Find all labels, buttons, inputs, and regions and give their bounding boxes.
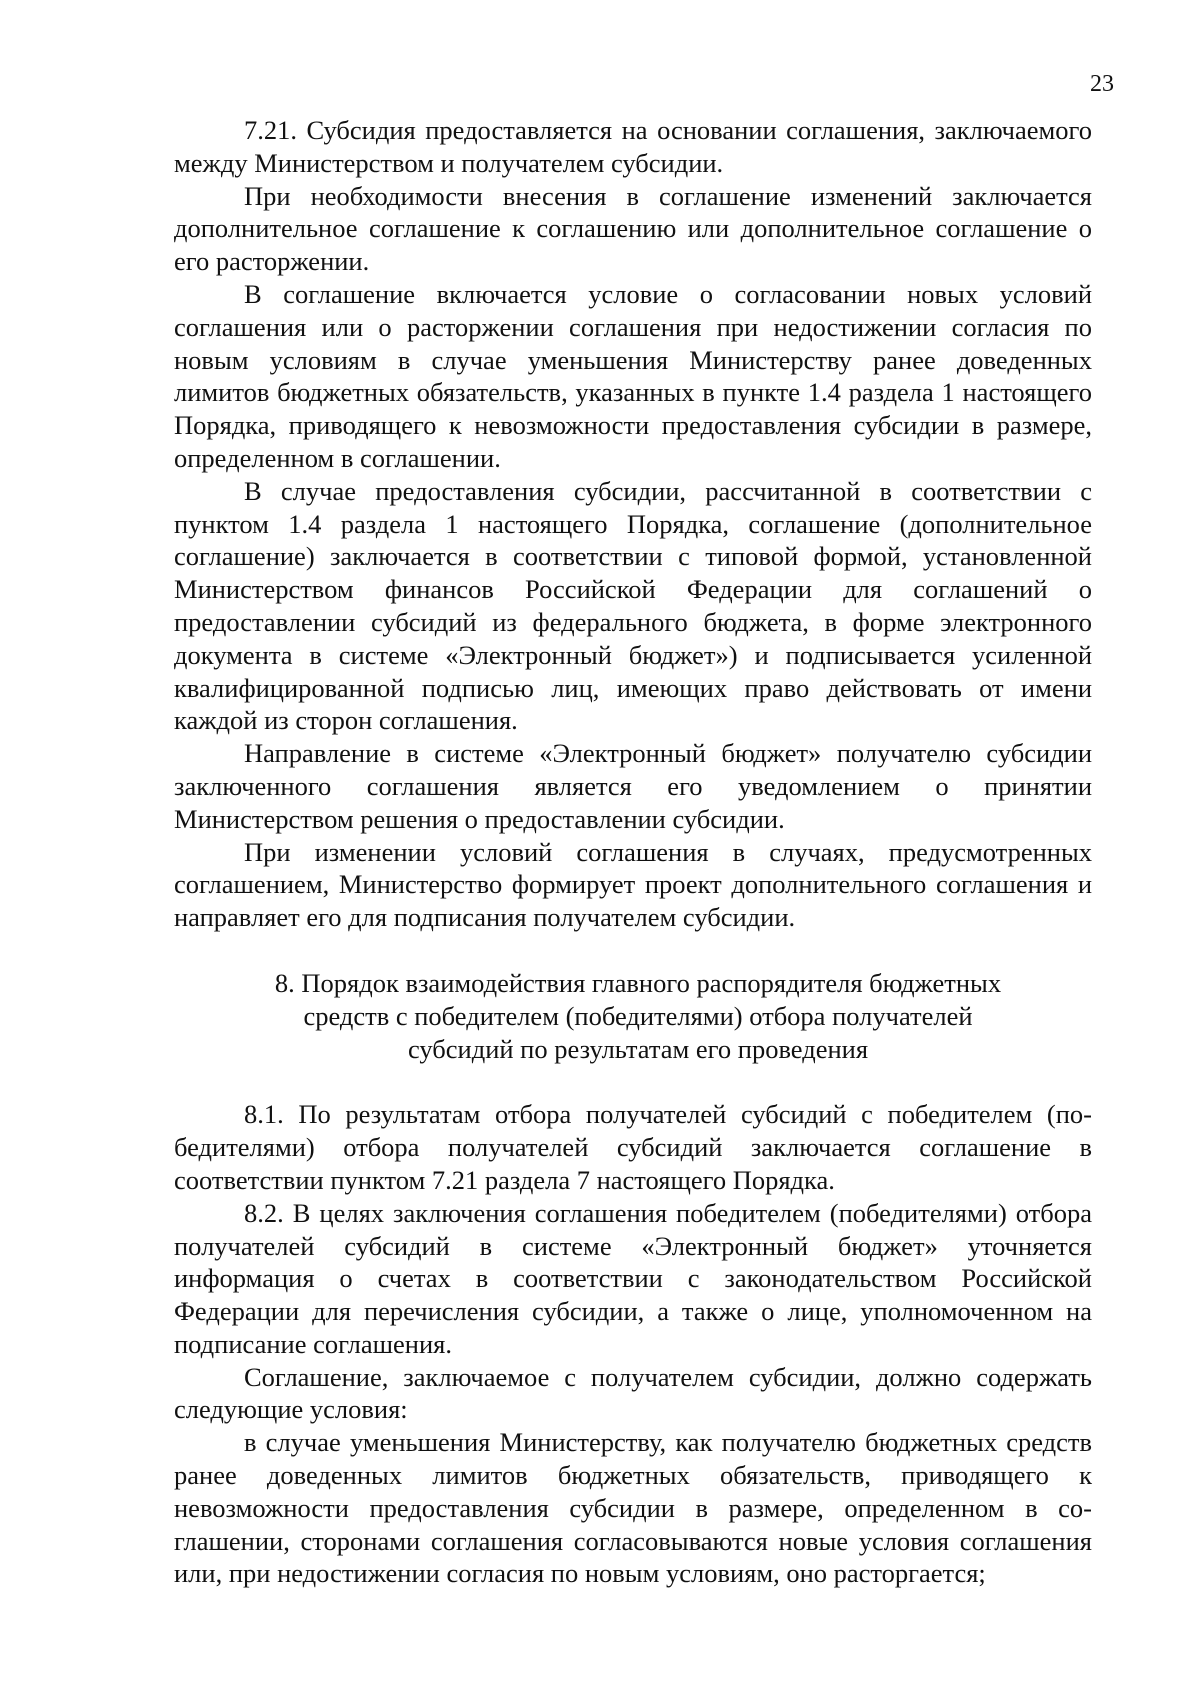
paragraph-notification: Направление в системе «Электронный бюджет» получателю субсидии заключенного соглашения является его уведомлением о принятии Министерством решения о предоставлении субсидии. (174, 738, 1092, 834)
paragraph-8-1: 8.1. По результатам отбора получателей субсидий с победителем (победителями) отбора получателей субсидий заключается соглашение в соответствии пунктом 7.21 раздела 7 настоящего Порядка. (174, 1099, 1092, 1195)
section-heading-line-1: 8. Порядок взаимодействия главного распорядителя бюджетных (274, 967, 1002, 998)
paragraph-agreement-conditions: Соглашение, заключаемое с получателем субсидии, должно содержать следующие условия: (174, 1361, 1092, 1425)
document-body (174, 114, 1092, 1590)
paragraph-additional-agreement: При необходимости внесения в соглашение изменений заключается дополнительное соглашение к соглашению или дополнительное соглашение о его расторжении. (174, 180, 1092, 277)
section-heading-line-3: субсидий по результатам его проведения (407, 1033, 869, 1064)
paragraph-7-21: 7.21. Субсидия предоставляется на основании соглашения, заключаемого между Министерством и получателем субсидии. (174, 115, 1092, 178)
paragraph-8-2: 8.2. В целях заключения соглашения победителем (победителями) отбора получателей субсидий в системе «Электронный бюджет» уточняется информация о счетах в соответствии с законодательством Российской Федерации для перечисления субсидии, а также о лице, уполномоченном на подписание соглашения. (174, 1197, 1092, 1359)
paragraph-typical-form: В случае предоставления субсидии, рассчитанной в соответствии с пунктом 1.4 раздела 1 настоящего Порядка, соглашение (дополнительное соглашение) заключается в соответствии с типовой формой, установленной Министерством финансов Российской Федерации для соглашений о предоставлении субсидий из федерального бюджета, в форме электронного документа в системе «Электронный бюджет») и подписывается усиленной квалифицированной подписью лиц, имеющих право действовать от имени каждой из сторон соглашения. (174, 475, 1092, 736)
page-number: 23 (1090, 71, 1114, 97)
paragraph-new-conditions: В соглашение включается условие о согласовании новых условий соглашения или о расторжении соглашения при недостижении согласия по новым условиям в случае уменьшения Министерству ранее доведенных лимитов бюджетных обязательств, указанных в пункте 1.4 раздела 1 настоящего Порядка, приводящего к невозможности предоставления субсидии в размере, определенном в соглашении. (174, 278, 1092, 473)
paragraph-changes: При изменении условий соглашения в случаях, предусмотренных соглашением, Министерство формирует проект дополнительного соглашения и направляет его для подписания получателем субсидии. (174, 836, 1092, 933)
section-8-heading (174, 967, 1092, 1065)
section-heading-line-2: средств с победителем (победителями) отбора получателей (303, 1000, 973, 1031)
paragraph-budget-reduction: в случае уменьшения Министерству, как получателю бюджетных средств ранее доведенных лимитов бюджетных обязательств, приводящего к невозможности предоставления субсидии в размере, определенном в соглашении, сторонами соглашения согласовываются новые условия соглашения или, при недостижении согласия по новым условиям, оно расторгается; (174, 1427, 1092, 1589)
